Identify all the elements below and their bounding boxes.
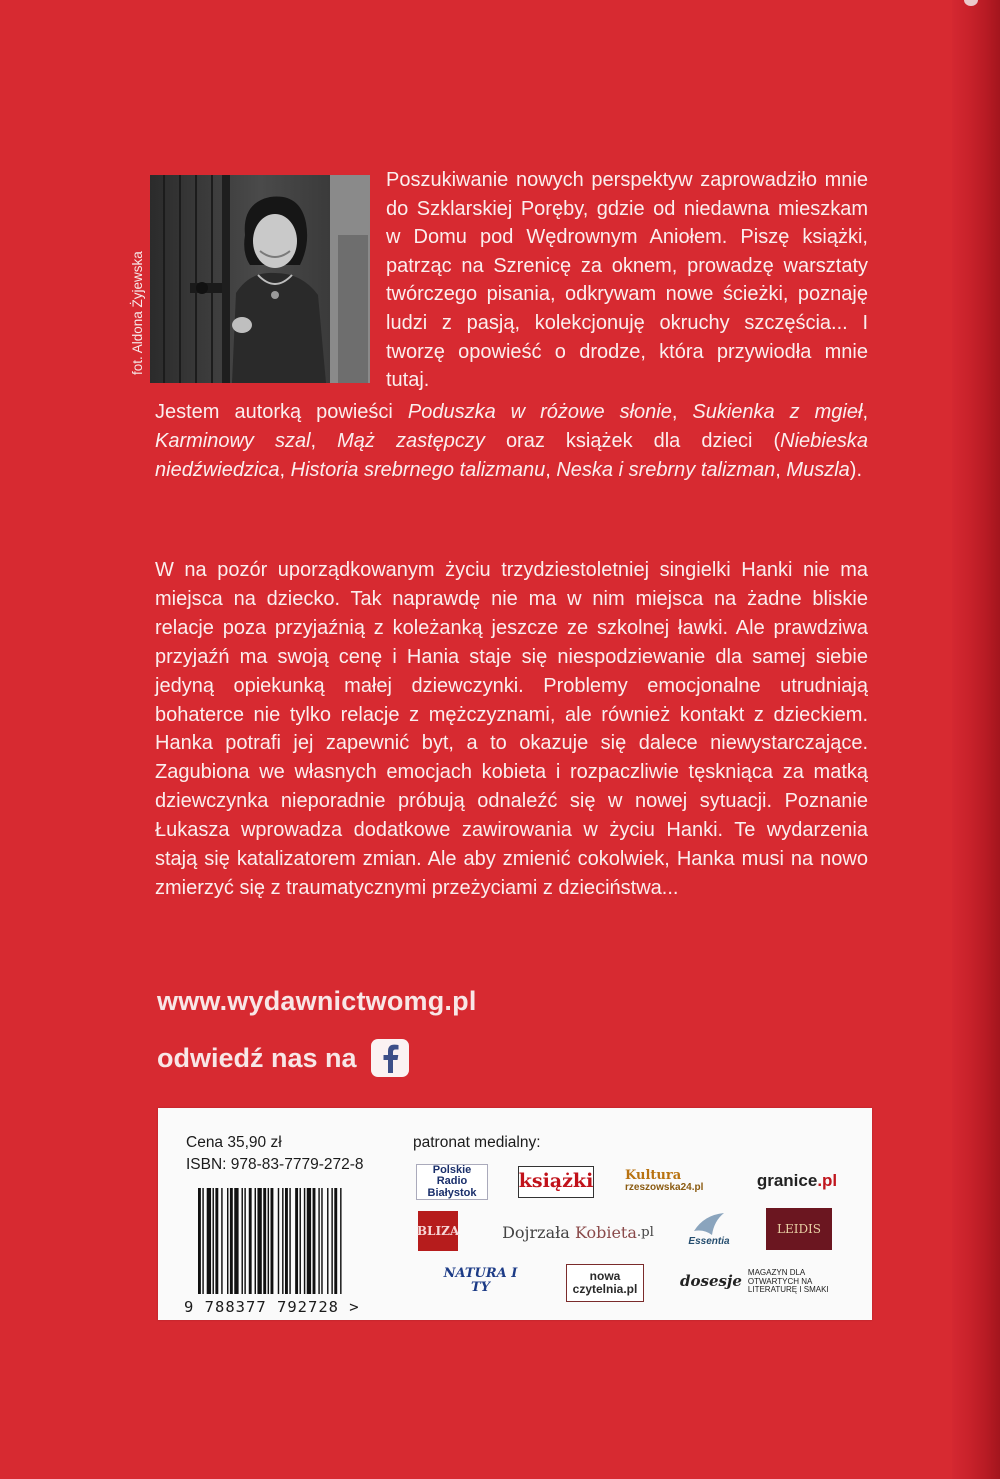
- granice-logo: granice .pl: [756, 1171, 838, 1191]
- barcode-bar: [271, 1188, 274, 1294]
- barcode-bar: [234, 1188, 238, 1294]
- dosesje-logo: dosesje MAGAZYN DLA OTWARTYCH NA LITERATURĘ I SMAKI: [680, 1268, 829, 1295]
- barcode-bar: [244, 1188, 245, 1294]
- barcode-bar: [198, 1188, 201, 1294]
- barcode-bar: [282, 1188, 283, 1294]
- barcode-bar: [255, 1188, 256, 1294]
- natura-i-ty-logo: NATURA I TY: [443, 1266, 518, 1295]
- barcode-bar: [278, 1188, 279, 1294]
- children-book-title: Historia srebrnego talizmanu: [290, 459, 546, 481]
- children-book-title: Neska i srebrny talizman: [556, 459, 776, 481]
- social-visit: [157, 1039, 409, 1077]
- barcode-bar: [213, 1188, 214, 1294]
- dojrzala-kobieta-logo: Dojrzała Kobieta .pl: [502, 1222, 654, 1242]
- lidis-logo: LEIDIS: [766, 1208, 832, 1250]
- facebook-icon[interactable]: [371, 1039, 409, 1077]
- barcode-bar: [327, 1188, 328, 1294]
- isbn: ISBN: 978-83-7779-272-8: [186, 1156, 364, 1173]
- barcode-bar: [242, 1188, 243, 1294]
- barcode-bar: [331, 1188, 332, 1294]
- price: Cena 35,90 zł: [186, 1134, 282, 1151]
- barcode-bar: [307, 1188, 311, 1294]
- barcode-bar: [227, 1188, 228, 1294]
- author-works: Jestem autorką powieści Poduszka w różowe słonie, Sukienka z mgieł, Karminowy szal, Mąż zastępczy oraz książek dla dzieci (Niebieska niedźwiedzica, Historia srebrnego talizmanu, Neska i srebrny talizman, Muszla).: [155, 401, 868, 481]
- photo-credit: fot. Aldona Żyjewska: [130, 251, 145, 375]
- barcode-bar: [230, 1188, 233, 1294]
- ksiazki-logo: książki: [518, 1166, 594, 1198]
- essentia-logo: Essentia: [683, 1203, 735, 1255]
- barcode-bar: [300, 1188, 301, 1294]
- barcode-digits: 9 788377 792728 >: [184, 1298, 360, 1316]
- barcode-bar: [263, 1188, 266, 1294]
- nowa-czytelnia-logo: nowa czytelnia.pl: [566, 1264, 644, 1302]
- novel-title: Sukienka z mgieł: [692, 401, 863, 423]
- book-blurb: W na pozór uporządkowanym życiu trzydziestoletniej singielki Hanki nie ma miejsca na dziecko. Tak naprawdę nie ma w nim miejsca na żadne bliskie relacje poza przyjaźnią z koleżanką jeszcze ze szkolnej ławki. Ale prawdziwa przyjaźń ma swoją cenę i Hania staje się niespodziewanie dla samej siebie jedyną opiekunką małej dziewczynki. Problemy emocjonalne utrudniają bohaterce nie tylko relacje z mężczyznami, ale również kontakt z dzieckiem. Hanka potrafi jej zapewnić byt, a to okazuje się dalece niewystarczające. Zagubiona we własnych emocjach kobieta i rozpaczliwie tęskniąca za matką dziewczynka nieporadnie próbują odnaleźć się w nowej sytuacji. Poznanie Łukasza wprowadza dodatkowe zawirowania w życiu Hanki. Te wydarzenia stają się katalizatorem zmian. Ale aby zmienić cokolwiek, Hanka musi na nowo zmierzyć się z traumatycznymi przeżyciami z dzieciństwa...: [155, 559, 868, 899]
- barcode-bar: [221, 1188, 222, 1294]
- barcode-bar: [268, 1188, 269, 1294]
- novel-title: Mąż zastępczy: [337, 430, 485, 452]
- visit-label: odwiedź nas na: [157, 1042, 357, 1073]
- bliza-logo: BLIZA: [418, 1211, 458, 1251]
- barcode-bar: [285, 1188, 288, 1294]
- barcode-bar: [304, 1188, 305, 1294]
- author-bio: Poszukiwanie nowych perspektyw zaprowadziło mnie do Szklarskiej Poręby, gdzie od niedawna mieszkam w Domu pod Wędrownym Aniołem. Piszę książki, patrząc na Szrenicę za oknem, prowadzę warsztaty twórczego pisania, odkrywam nowe ścieżki, poznaję ludzi z pasją, kolekcjonuję okruchy szczęścia... I tworzę opowieść o drodze, która przywiodła mnie tutaj.: [386, 169, 868, 392]
- spine-shadow: [952, 0, 1000, 1479]
- publisher-website[interactable]: www.wydawnictwomg.pl: [157, 986, 477, 1016]
- novel-title: Karminowy szal: [155, 430, 311, 452]
- barcode-bar: [334, 1188, 337, 1294]
- barcode-bar: [257, 1188, 261, 1294]
- barcode-bar: [321, 1188, 322, 1294]
- author-photo-block: [126, 175, 370, 383]
- children-book-title: Niebieska niedźwiedzica: [155, 430, 868, 481]
- novel-title: Poduszka w różowe słonie: [407, 401, 672, 423]
- barcode-bar: [318, 1188, 319, 1294]
- price-barcode-label: [158, 1108, 872, 1320]
- barcode-bar: [215, 1188, 218, 1294]
- children-book-title: Muszla: [786, 459, 850, 481]
- author-photo: [150, 175, 370, 383]
- barcode-bar: [313, 1188, 316, 1294]
- barcode-bar: [207, 1188, 211, 1294]
- media-patronage-heading: patronat medialny:: [413, 1134, 541, 1151]
- barcode-bar: [295, 1188, 298, 1294]
- barcode-bar: [249, 1188, 252, 1294]
- kultura-logo: Kultura rzeszowska24.pl: [625, 1167, 704, 1193]
- barcode: [198, 1188, 386, 1294]
- barcode-bar: [202, 1188, 203, 1294]
- barcode-bar: [340, 1188, 341, 1294]
- polskie-radio-logo: Polskie Radio Białystok: [416, 1164, 488, 1200]
- barcode-bar: [289, 1188, 290, 1294]
